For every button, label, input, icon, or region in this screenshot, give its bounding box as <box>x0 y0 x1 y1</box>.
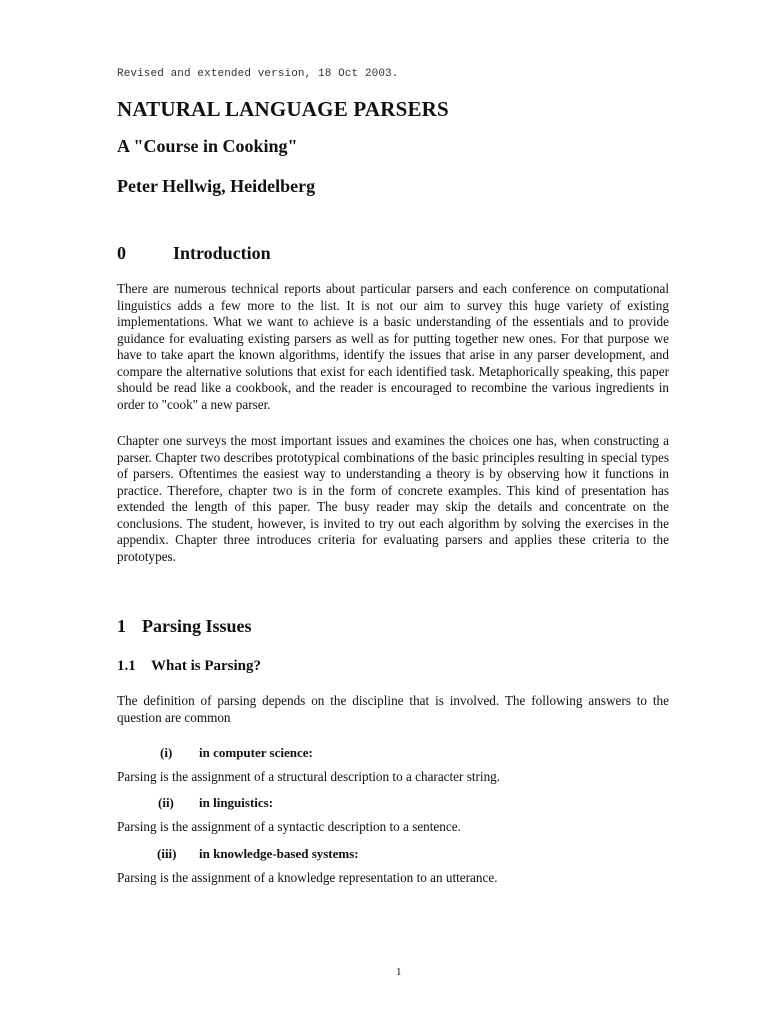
definition-item-text: Parsing is the assignment of a syntactic description to a sentence. <box>117 819 461 834</box>
intro-paragraph-1: There are numerous technical reports about particular parsers and each conference on computational linguistics adds a few more to the list. It is not our aim to survey this huge variety of existing implementations. What we want to achieve is a basic understanding of the essentials and to provide guidance for evaluating existing parsers as well as for putting together new ones. For that purpose we have to take apart the known algorithms, identify the issues that arise in any parser development, and compare the alternative solutions that exist for each identified task. Metaphorically speaking, this paper should be read like a cookbook, and the reader is encouraged to recombine the various ingredients in order to "cook" a new parser. <box>117 281 669 412</box>
document-author: Peter Hellwig, Heidelberg <box>117 176 316 196</box>
item-label: (iii) <box>157 846 177 861</box>
page-number: 1 <box>396 966 402 978</box>
definition-item-heading <box>158 795 273 811</box>
subsection-number: 1.1 <box>117 658 136 674</box>
item-heading: in knowledge-based systems: <box>199 846 359 861</box>
subsection-title: What is Parsing? <box>151 658 262 674</box>
definition-item-heading <box>157 846 359 862</box>
subsection-1-1-heading <box>117 658 261 675</box>
section-number: 1 <box>117 616 126 636</box>
section-1-heading <box>117 616 252 637</box>
definition-item-text: Parsing is the assignment of a knowledge representation to an utterance. <box>117 870 498 885</box>
item-label: (i) <box>160 745 173 760</box>
definition-item-text: Parsing is the assignment of a structural description to a character string. <box>117 769 501 784</box>
revision-note: Revised and extended version, 18 Oct 2003. <box>117 68 399 80</box>
item-heading: in linguistics: <box>199 795 274 810</box>
document-title: NATURAL LANGUAGE PARSERS <box>117 97 449 121</box>
parsing-definition-intro: The definition of parsing depends on the discipline that is involved. The following answers to the question are common <box>117 693 669 725</box>
intro-paragraph-2: Chapter one surveys the most important issues and examines the choices one has, when constructing a parser. Chapter two describes prototypical combinations of the basic principles resulting in special types of parsers. Oftentimes the easiest way to understanding a theory is by observing how it functions in practice. Therefore, chapter two is in the form of concrete examples. This kind of presentation has extended the length of this paper. The busy reader may skip the details and concentrate on the conclusions. The student, however, is invited to try out each algorithm by solving the exercises in the appendix. Chapter three introduces criteria for evaluating parsers and applies these criteria to the prototypes. <box>117 433 669 564</box>
definition-item-heading <box>160 745 313 761</box>
section-number: 0 <box>117 243 126 263</box>
section-0-heading <box>117 243 271 264</box>
item-label: (ii) <box>158 795 174 810</box>
section-title: Introduction <box>173 243 271 263</box>
section-title: Parsing Issues <box>142 616 252 636</box>
item-heading: in computer science: <box>199 745 313 760</box>
document-subtitle: A "Course in Cooking" <box>117 136 298 156</box>
